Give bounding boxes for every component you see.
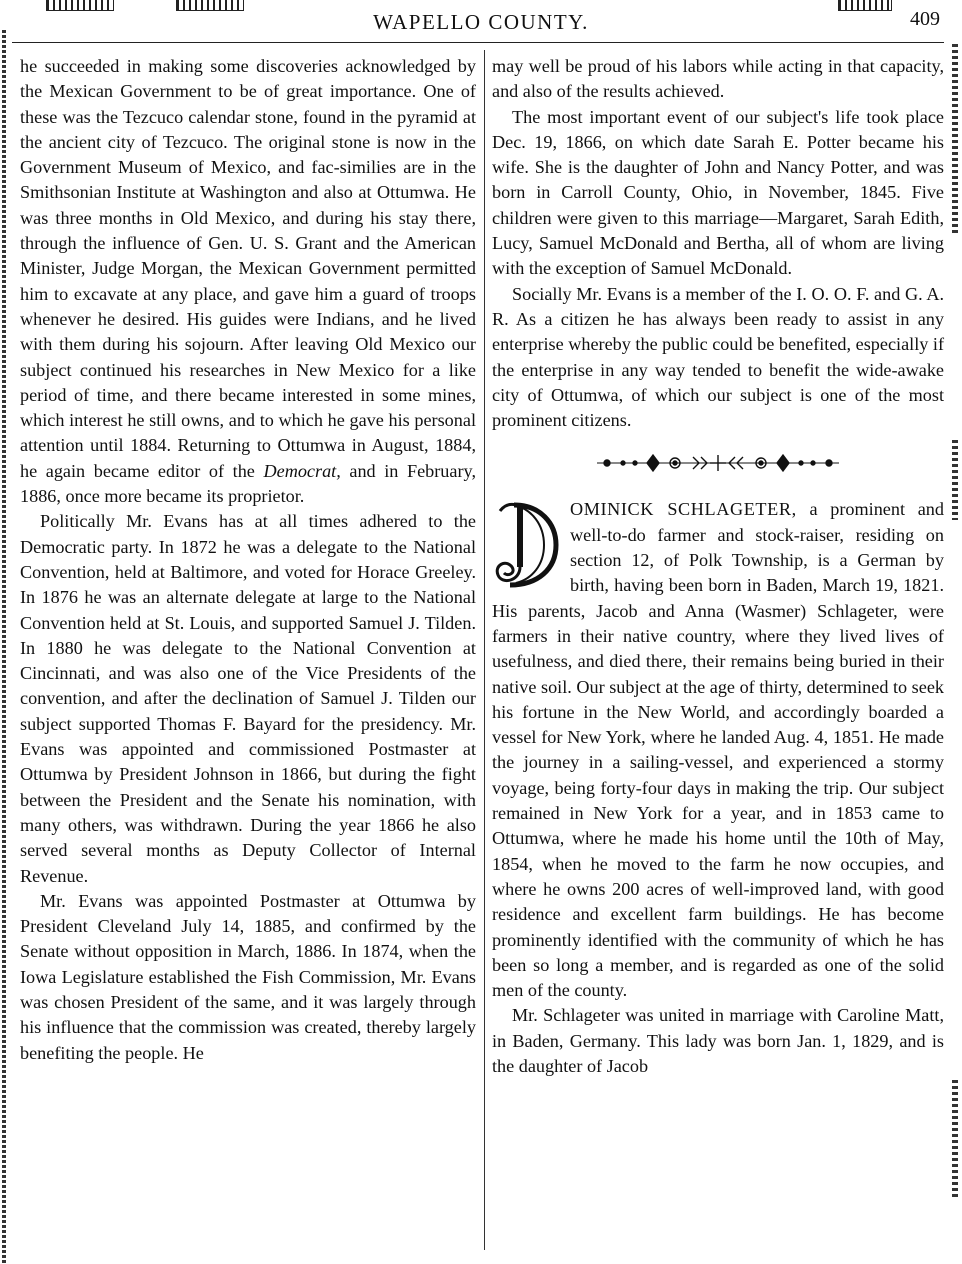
section-separator-ornament (492, 451, 944, 477)
left-margin-border (2, 30, 6, 1264)
paragraph: The most important event of our subject's life took place Dec. 19, 1866, on which date Sarah E. Potter became his wife. She is the daughter of John and Nancy Potter, and was born in Carroll County, Ohio, in November, 1845. Five children were given to this marriage—Margaret, Sarah Edith, Lucy, Samuel McDonald and Bertha, all of whom are living with the exception of Samuel McDonald. (492, 106, 944, 279)
right-margin-border-mid (952, 440, 958, 520)
paragraph: Mr. Schlageter was united in marriage with Caroline Matt, in Baden, Germany. This lady was born Jan. 1, 1829, and is the daughter of Jacob (492, 1005, 944, 1076)
right-column (492, 54, 944, 1079)
paragraph-text: a prominent and well-to-do farmer and stock-raiser, residing on section 12, of Polk Township, is a German by birth, having been born in Baden, March 19, 1821. His parents, Jacob and Anna (Wasmer) Schlageter, were farmers in their native country, where they lived lives of usefulness, and died there, their remains being buried in their native soil. Our subject at the age of thirty, determined to seek his fortune in the New World, and accordingly boarded a vessel for New York, where he landed Aug. 4, 1851. He made the journey in a sailing-vessel, and experienced a stormy voyage, being forty-four days in making the trip. Our subject remained in New York for a year, and in 1853 came to Ottumwa, where he made his home until the 10th of May, 1854, when he moved to the farm he now occupies, and where he owns 200 acres of well-improved land, with good residence and excellent farm buildings. He has become prominently identified with the community of which he has been so long a member, and is regarded as one of the solid men of the county. (492, 499, 944, 1001)
drop-cap (492, 497, 562, 589)
right-margin-border-bottom (952, 1080, 958, 1200)
paragraph: Socially Mr. Evans is a member of the I. O. O. F. and G. A. R. As a citizen he has always been ready to assist in any enterprise whereby the public could be benefited, especially if the enterprise in any way tended to benefit the wide-awake city of Ottumwa, of which our subject is one of the most prominent citizens. (492, 283, 944, 431)
column-divider (484, 50, 485, 1250)
page-number: 409 (910, 8, 940, 30)
paragraph: may well be proud of his labors while acting in that capacity, and also of the results achieved. (492, 56, 944, 102)
ornate-letter-d-icon (492, 497, 562, 589)
running-title: WAPELLO COUNTY. (373, 10, 589, 34)
paragraph: Mr. Evans was appointed Postmaster at Ottumwa by President Cleveland July 14, 1885, and confirmed by the Senate without opposition in March, 1886. In 1874, when the Iowa Legislature established the Fish Commission, Mr. Evans was chosen President of the same, and it was largely through his influence that the commission was created, thereby largely benefiting the people. He (20, 890, 476, 1063)
biography-paragraph (492, 497, 944, 1003)
left-column (20, 54, 476, 1066)
paragraph (20, 54, 476, 509)
header-rule (12, 42, 944, 43)
subject-name: OMINICK SCHLAGETER, (570, 499, 797, 520)
right-margin-border-top (952, 44, 958, 234)
paragraph-text-end: and in February, 1886, once more became its proprietor. (20, 460, 476, 507)
newspaper-title: Democrat, (263, 460, 341, 481)
separator-flourish-icon (593, 451, 843, 475)
paragraph-text: he succeeded in making some discoveries acknowledged by the Mexican Government to be of great importance. One of these was the Tezcuco calendar stone, found in the pyramid at the ancient city of Tezcuco. The original stone is now in the Government Museum of Mexico, and fac-similies are in the Smithsonian Institute at Washington and also at Ottumwa. He was three months in Old Mexico, and during his stay there, through the influence of Gen. U. S. Grant and the American Minister, Judge Morgan, the Mexican Government permitted him to excavate at any place, and gave him a guard of troops whenever he desired. His guides were Indians, and he lived with them during his sojourn. After leaving Old Mexico our subject continued his researches in New Mexico for a like period of time, and there became interested in some mines, which interest he still owns, and to which he gave his personal attention until 1884. Returning to Ottumwa in August, 1884, he again became editor of the (20, 56, 476, 481)
page-header (0, 6, 962, 40)
paragraph: Politically Mr. Evans has at all times adhered to the Democratic party. In 1872 he was a delegate to the National Convention, held at Baltimore, and voted for Horace Greeley. In 1876 he was an alternate delegate at large to the National Convention held at St. Louis, and supported Samuel J. Tilden. In 1880 he was delegate to the National Convention at Cincinnati, and was also one of the Vice Presidents of the convention, and after the declination of Samuel J. Tilden our subject supported Thomas F. Bayard for the presidency. Mr. Evans was appointed and commissioned Postmaster at Ottumwa by President Johnson in 1866, but during the fight between the President and the Senate his nomination, with many others, was withdrawn. During the year 1866 he also served several months as Deputy Collector of Internal Revenue. (20, 511, 476, 886)
